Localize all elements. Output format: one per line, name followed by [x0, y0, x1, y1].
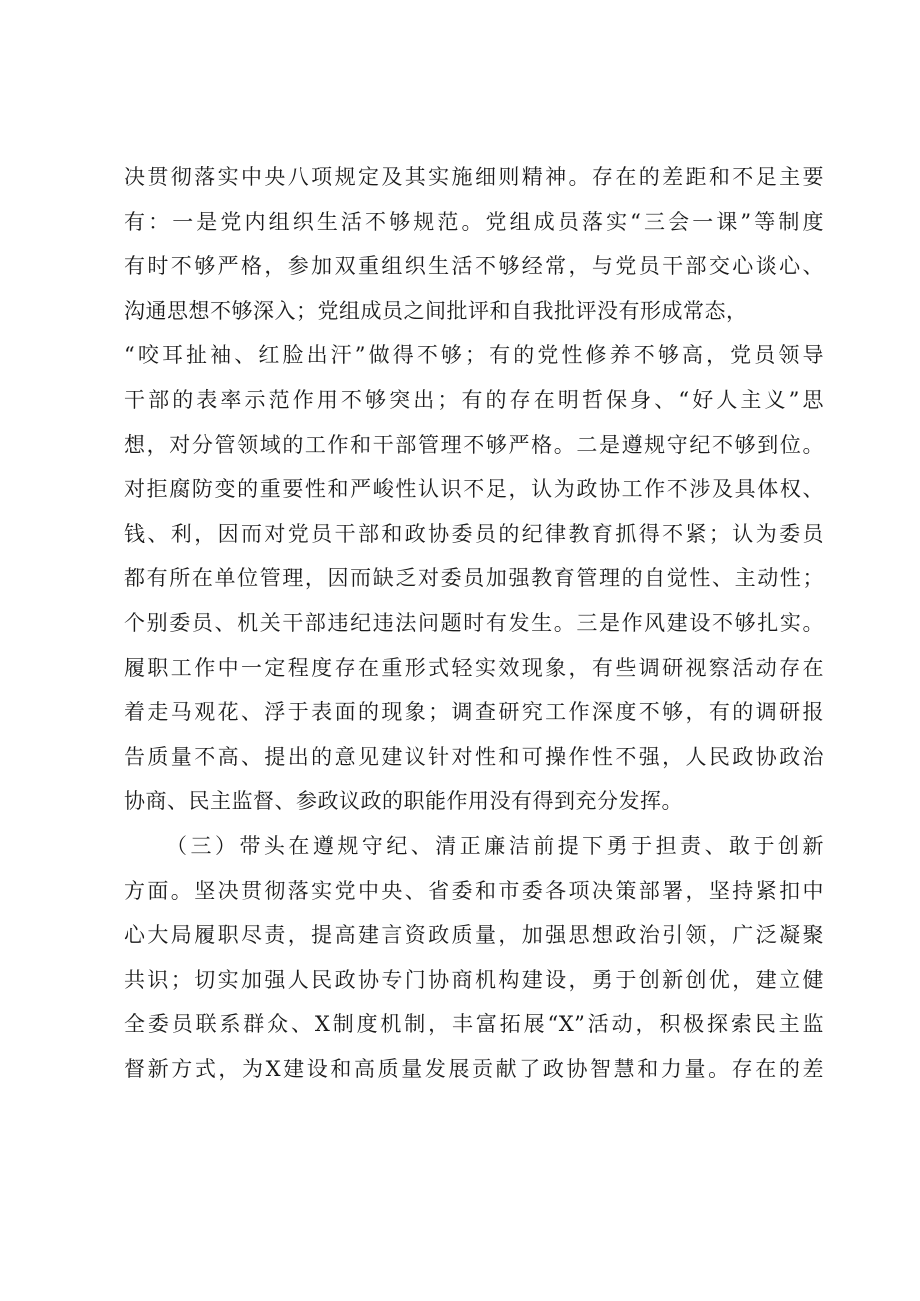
text-line: 有：一是党内组织生活不够规范。党组成员落实“三会一课”等制度: [124, 209, 824, 234]
text-line: 着走马观花、浮于表面的现象；调查研究工作深度不够，有的调研报: [124, 700, 824, 725]
text-line: （三）带头在遵规守纪、清正廉洁前提下勇于担责、敢于创新: [166, 833, 824, 858]
text-line: 履职工作中一定程度存在重形式轻实效现象，有些调研视察活动存在: [124, 655, 824, 680]
text-line: 想，对分管领域的工作和干部管理不够严格。二是遵规守纪不够到位。: [124, 432, 824, 457]
text-line: 钱、利，因而对党员干部和政协委员的纪律教育抓得不紧；认为委员: [124, 521, 824, 546]
document-body: [124, 155, 824, 1091]
text-line: 共识；切实加强人民政协专门协商机构建设，勇于创新创优，建立健: [124, 967, 824, 992]
text-line: 个别委员、机关干部违纪违法问题时有发生。三是作风建设不够扎实。: [124, 610, 824, 635]
text-line: 决贯彻落实中央八项规定及其实施细则精神。存在的差距和不足主要: [124, 165, 824, 189]
text-line: 督新方式，为X建设和高质量发展贡献了政协智慧和力量。存在的差: [124, 1056, 824, 1081]
text-line: 沟通思想不够深入；党组成员之间批评和自我批评没有形成常态，: [124, 298, 748, 323]
text-line: 干部的表率示范作用不够突出；有的存在明哲保身、“好人主义”思: [124, 387, 824, 412]
paragraph-2: [124, 824, 824, 1092]
text-line: “咬耳扯袖、红脸出汗”做得不够；有的党性修养不够高，党员领导: [124, 343, 824, 368]
text-line: 方面。坚决贯彻落实党中央、省委和市委各项决策部署，坚持紧扣中: [124, 878, 824, 903]
text-line: 告质量不高、提出的意见建议针对性和可操作性不强，人民政协政治: [124, 744, 824, 769]
text-line: 心大局履职尽责，提高建言资政质量，加强思想政治引领，广泛凝聚: [124, 923, 824, 948]
paragraph-1: [124, 155, 824, 824]
text-line: 有时不够严格，参加双重组织生活不够经常，与党员干部交心谈心、: [124, 254, 824, 279]
text-line: 协商、民主监督、参政议政的职能作用没有得到充分发挥。: [124, 789, 683, 814]
text-line: 全委员联系群众、X制度机制，丰富拓展“X”活动，积极探索民主监: [124, 1012, 824, 1037]
text-line: 都有所在单位管理，因而缺乏对委员加强教育管理的自觉性、主动性；: [124, 566, 824, 591]
text-line: 对拒腐防变的重要性和严峻性认识不足，认为政协工作不涉及具体权、: [124, 477, 824, 502]
